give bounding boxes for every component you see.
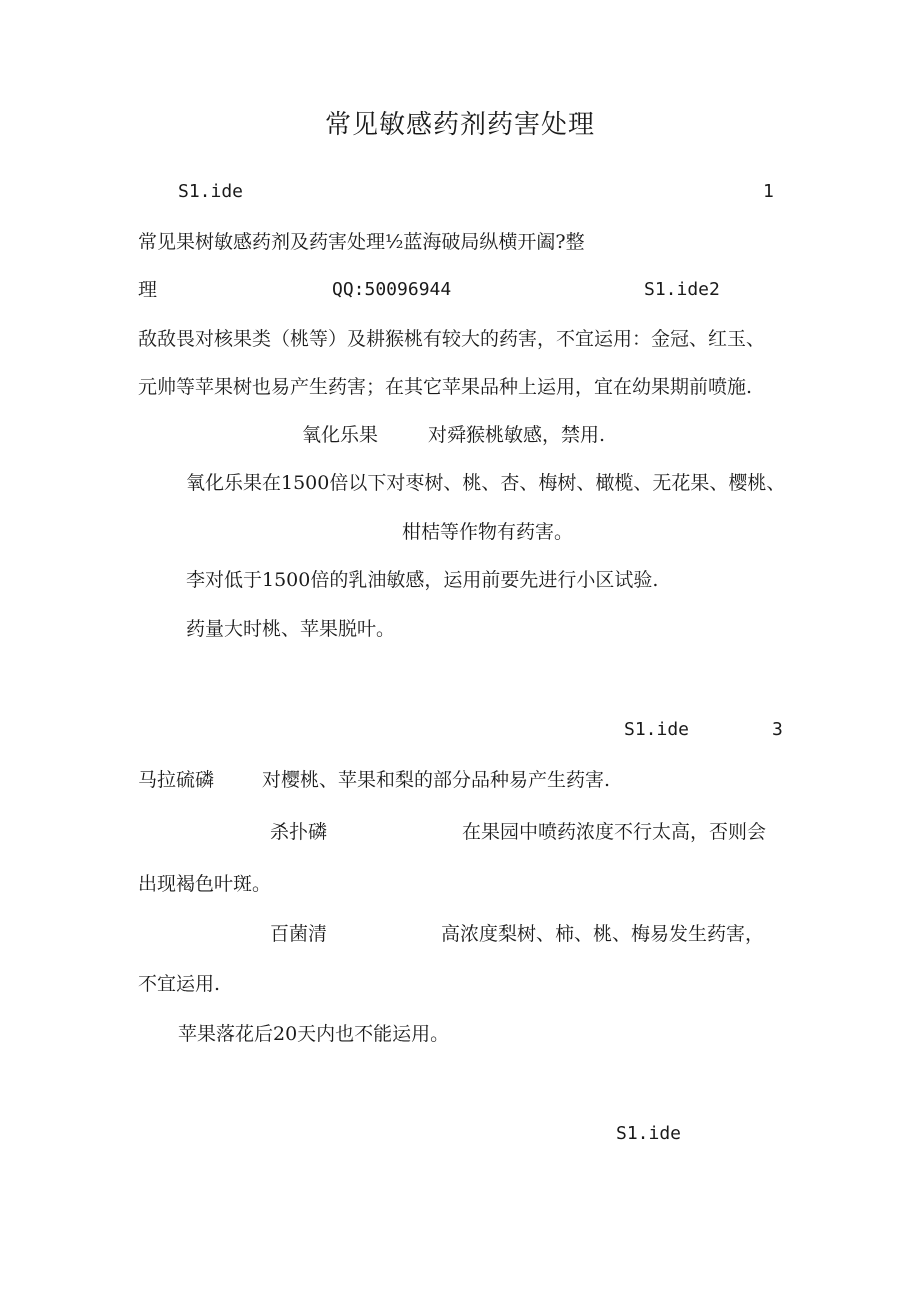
dichlorvos-line-2: 元帅等苹果树也易产生药害；在其它苹果品种上运用，宜在幼果期前喷施. [138, 376, 753, 398]
slide-label-4: S1.ide [616, 1123, 682, 1144]
omethoate-line-4: 药量大时桃、苹果脱叶。 [186, 618, 396, 640]
qq-contact: QQ:50096944 [332, 279, 452, 300]
chlorothalonil-desc: 高浓度梨树、柿、桃、梅易发生药害， [441, 923, 765, 945]
chlorothalonil-note: 苹果落花后20天内也不能运用。 [178, 1023, 450, 1045]
slide-label-3: S1.ide [624, 719, 690, 740]
slide-number-3: 3 [772, 719, 783, 740]
chlorothalonil-cont: 不宜运用. [138, 973, 221, 995]
fenitrothion-desc: 在果园中喷药浓度不行太高，否则会 [462, 821, 767, 843]
omethoate-line-3: 李对低于1500倍的乳油敏感，运用前要先进行小区试验. [186, 569, 659, 591]
chlorothalonil-name: 百菌清 [270, 923, 328, 945]
omethoate-name: 氧化乐果 [302, 424, 379, 446]
malathion-name: 马拉硫磷 [138, 769, 215, 791]
slide-label-1: S1.ide [178, 181, 244, 202]
fenitrothion-name: 杀扑磷 [270, 821, 328, 843]
page-title: 常见敏感药剂药害处理 [324, 110, 595, 140]
malathion-desc: 对樱桃、苹果和梨的部分品种易产生药害. [262, 769, 611, 791]
intro-line-cont: 理 [138, 279, 158, 301]
fenitrothion-cont: 出现褐色叶斑。 [138, 873, 272, 895]
intro-line: 常见果树敏感药剂及药害处理½蓝海破局纵横开阖?整 [138, 231, 585, 253]
omethoate-line-1: 氧化乐果在1500倍以下对枣树、桃、杏、梅树、橄榄、无花果、樱桃、 [186, 472, 786, 494]
slide-number-1: 1 [763, 181, 774, 202]
omethoate-line-2: 柑桔等作物有药害。 [402, 521, 574, 543]
dichlorvos-line-1: 敌敌畏对核果类（桃等）及耕猴桃有较大的药害，不宜运用：金冠、红玉、 [138, 328, 766, 350]
slide-label-2: S1.ide2 [644, 279, 720, 300]
omethoate-desc: 对舜猴桃敏感，禁用. [428, 424, 606, 446]
